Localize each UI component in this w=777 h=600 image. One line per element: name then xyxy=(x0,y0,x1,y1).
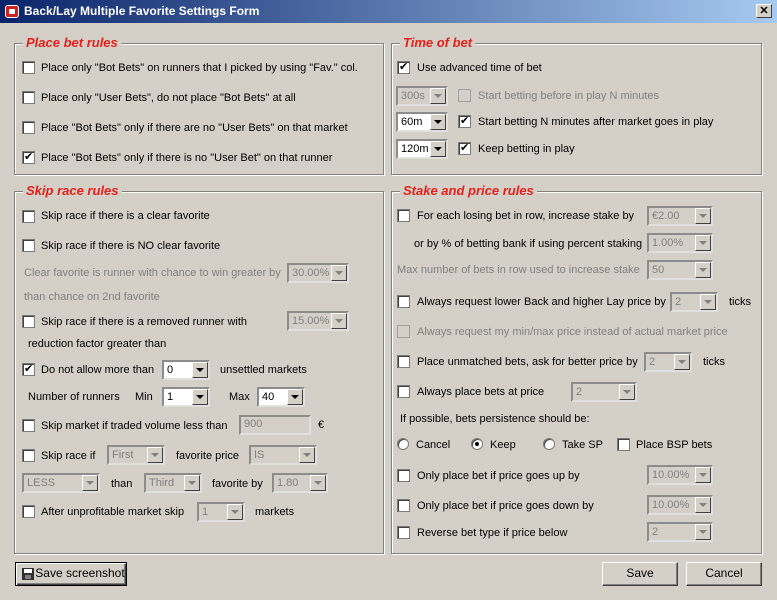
currency-symbol: € xyxy=(318,419,325,431)
use-advanced-time-checkbox[interactable] xyxy=(397,61,410,74)
persistence-take-sp-label: Take SP xyxy=(562,439,603,451)
clear-favorite-description-2: than chance on 2nd favorite xyxy=(24,291,160,303)
chevron-down-icon xyxy=(331,313,347,329)
reverse-bet-select[interactable] xyxy=(647,522,713,542)
runners-max-label: Max xyxy=(229,391,250,403)
start-before-label: Start betting before in play N minutes xyxy=(478,90,659,102)
percent-staking-label: or by % of betting bank if using percent staking xyxy=(414,238,643,250)
unprofitable-skip-value: 1 xyxy=(202,506,209,518)
than-label: than xyxy=(111,478,133,490)
less-value: LESS xyxy=(27,477,56,489)
traded-volume-checkbox[interactable] xyxy=(22,419,35,432)
unsettled-markets-value: 0 xyxy=(167,364,174,376)
chevron-down-icon xyxy=(227,504,243,520)
unmatched-bets-select[interactable] xyxy=(644,352,692,372)
bot-bets-fav-label: Place only "Bot Bets" on runners that I picked by using "Fav." col. xyxy=(41,62,358,74)
lower-back-label: Always request lower Back and higher Lay price by xyxy=(417,296,666,308)
chevron-down-icon xyxy=(430,88,446,104)
runners-min-value: 1 xyxy=(167,391,174,403)
window-title: Back/Lay Multiple Favorite Settings Form xyxy=(24,4,260,18)
keep-betting-label: Keep betting in play xyxy=(478,143,575,155)
runners-min-select[interactable] xyxy=(162,387,210,407)
stake-price-rules-title: Stake and price rules xyxy=(400,183,537,199)
price-goes-down-select[interactable] xyxy=(647,495,713,515)
skip-race-if-checkbox[interactable] xyxy=(22,449,35,462)
bot-bets-no-user-runner-checkbox[interactable] xyxy=(22,151,35,164)
lower-back-value: 2 xyxy=(675,296,682,308)
chevron-down-icon xyxy=(695,524,711,540)
start-before-select[interactable] xyxy=(396,86,448,106)
unprofitable-skip-label: After unprofitable market skip xyxy=(41,506,185,518)
price-goes-up-checkbox[interactable] xyxy=(397,469,410,482)
unprofitable-skip-suffix: markets xyxy=(255,506,295,518)
place-bsp-checkbox[interactable] xyxy=(617,438,630,451)
save-screenshot-label: Save screenshot xyxy=(35,566,125,580)
unmatched-bets-label: Place unmatched bets, ask for better price by xyxy=(417,356,638,368)
keep-betting-checkbox[interactable] xyxy=(458,142,471,155)
skip-race-rules-title: Skip race rules xyxy=(23,183,122,199)
third-favorite-value: Third xyxy=(149,477,175,489)
reverse-bet-label: Reverse bet type if price below xyxy=(417,527,568,539)
at-price-label: Always place bets at price xyxy=(417,386,545,398)
unprofitable-skip-checkbox[interactable] xyxy=(22,505,35,518)
start-after-label: Start betting N minutes after market goes in play xyxy=(478,116,714,128)
reduction-factor-value: 15.00% xyxy=(292,315,330,327)
chevron-down-icon xyxy=(700,294,716,310)
persistence-keep-label: Keep xyxy=(490,439,516,451)
lower-back-select[interactable] xyxy=(670,292,718,312)
start-after-select[interactable] xyxy=(396,112,448,132)
keep-betting-value: 120m xyxy=(401,143,429,155)
unsettled-markets-suffix: unsettled markets xyxy=(220,364,307,376)
chevron-down-icon xyxy=(695,235,711,251)
skip-race-if-label: Skip race if xyxy=(41,450,96,462)
chevron-down-icon xyxy=(184,475,200,491)
max-bets-label: Max number of bets in row used to increase stake xyxy=(397,264,640,276)
price-goes-up-select[interactable] xyxy=(647,465,713,485)
favorite-by-select[interactable] xyxy=(272,473,328,493)
chevron-down-icon xyxy=(310,475,326,491)
skip-clear-favorite-label: Skip race if there is a clear favorite xyxy=(41,210,210,222)
chevron-down-icon xyxy=(430,141,446,157)
losing-bet-label: For each losing bet in row, increase stake by xyxy=(417,210,635,222)
clear-favorite-value: 30.00% xyxy=(292,267,330,279)
persistence-cancel-radio[interactable] xyxy=(397,438,409,450)
losing-bet-checkbox[interactable] xyxy=(397,209,410,222)
user-bets-only-checkbox[interactable] xyxy=(22,91,35,104)
chevron-down-icon xyxy=(299,447,315,463)
unmatched-bets-checkbox[interactable] xyxy=(397,355,410,368)
runners-min-label: Min xyxy=(135,391,153,403)
traded-volume-label: Skip market if traded volume less than xyxy=(41,420,228,432)
unsettled-markets-checkbox[interactable] xyxy=(22,363,35,376)
persistence-label: If possible, bets persistence should be: xyxy=(400,413,590,425)
bot-bets-no-user-runner-label: Place "Bot Bets" only if there is no "User Bet" on that runner xyxy=(41,152,333,164)
keep-betting-select[interactable] xyxy=(396,139,448,159)
unmatched-bets-suffix: ticks xyxy=(703,356,725,368)
app-icon xyxy=(5,5,19,18)
start-before-checkbox[interactable] xyxy=(458,89,471,102)
title-bar xyxy=(0,0,777,23)
reverse-bet-value: 2 xyxy=(652,526,659,538)
place-bet-rules-title: Place bet rules xyxy=(23,35,121,51)
max-bets-select[interactable] xyxy=(647,260,713,280)
number-of-runners-label: Number of runners xyxy=(28,391,120,403)
persistence-take-sp-radio[interactable] xyxy=(543,438,555,450)
skip-clear-favorite-checkbox[interactable] xyxy=(22,210,35,223)
start-after-checkbox[interactable] xyxy=(458,115,471,128)
favorite-by-label: favorite by xyxy=(212,478,263,490)
chevron-down-icon xyxy=(695,208,711,224)
at-price-checkbox[interactable] xyxy=(397,385,410,398)
favorite-by-value: 1.80 xyxy=(277,477,299,489)
time-of-bet-title: Time of bet xyxy=(400,35,475,51)
at-price-select[interactable] xyxy=(571,382,637,402)
chevron-down-icon xyxy=(674,354,690,370)
is-value: IS xyxy=(254,449,265,461)
favorite-price-label: favorite price xyxy=(176,450,239,462)
chevron-down-icon xyxy=(82,475,98,491)
runners-max-value: 40 xyxy=(262,391,275,403)
close-button[interactable]: ✕ xyxy=(756,4,772,18)
reduction-factor-select[interactable] xyxy=(287,311,349,331)
traded-volume-input[interactable] xyxy=(239,415,311,435)
save-button[interactable]: Save xyxy=(602,562,678,586)
skip-no-clear-favorite-checkbox[interactable] xyxy=(22,239,35,252)
max-bets-value: 50 xyxy=(652,264,665,276)
traded-volume-value: 900 xyxy=(244,418,263,430)
price-goes-up-value: 10.00% xyxy=(652,469,690,481)
price-goes-down-label: Only place bet if price goes down by xyxy=(417,500,594,512)
at-price-value: 2 xyxy=(576,386,583,398)
losing-bet-select[interactable] xyxy=(647,206,713,226)
bot-bets-no-user-market-checkbox[interactable] xyxy=(22,121,35,134)
unsettled-markets-label: Do not allow more than xyxy=(41,364,155,376)
removed-runner-checkbox[interactable] xyxy=(22,315,35,328)
floppy-disk-icon xyxy=(22,568,34,580)
skip-no-clear-favorite-label: Skip race if there is NO clear favorite xyxy=(41,240,221,252)
start-before-value: 300s xyxy=(401,90,425,102)
chevron-down-icon xyxy=(695,497,711,513)
first-favorite-select[interactable] xyxy=(107,445,165,465)
first-favorite-value: First xyxy=(112,449,134,461)
chevron-down-icon xyxy=(147,447,163,463)
clear-favorite-description-1: Clear favorite is runner with chance to win greater by xyxy=(24,267,281,279)
losing-bet-value: €2.00 xyxy=(652,210,680,222)
percent-staking-value: 1.00% xyxy=(652,237,684,249)
lower-back-checkbox[interactable] xyxy=(397,295,410,308)
chevron-down-icon xyxy=(695,467,711,483)
chevron-down-icon xyxy=(192,389,208,405)
price-goes-down-value: 10.00% xyxy=(652,499,690,511)
chevron-down-icon xyxy=(287,389,303,405)
chevron-down-icon xyxy=(695,262,711,278)
is-select[interactable] xyxy=(249,445,317,465)
less-select[interactable] xyxy=(22,473,100,493)
place-bsp-label: Place BSP bets xyxy=(636,439,713,451)
chevron-down-icon xyxy=(430,114,446,130)
min-max-price-label: Always request my min/max price instead of actual market price xyxy=(417,326,728,338)
unprofitable-skip-select[interactable] xyxy=(197,502,245,522)
price-goes-down-checkbox[interactable] xyxy=(397,499,410,512)
persistence-keep-radio[interactable] xyxy=(471,438,483,450)
unsettled-markets-select[interactable] xyxy=(162,360,210,380)
use-advanced-time-label: Use advanced time of bet xyxy=(417,62,542,74)
cancel-button[interactable]: Cancel xyxy=(686,562,762,586)
percent-staking-select[interactable] xyxy=(647,233,713,253)
reduction-factor-label: reduction factor greater than xyxy=(28,338,167,350)
runners-max-select[interactable] xyxy=(257,387,305,407)
user-bets-only-label: Place only "User Bets", do not place "Bot Bets" at all xyxy=(41,92,296,104)
bot-bets-no-user-market-label: Place "Bot Bets" only if there are no "User Bets" on that market xyxy=(41,122,348,134)
start-after-value: 60m xyxy=(401,116,423,128)
persistence-cancel-label: Cancel xyxy=(416,439,451,451)
save-screenshot-button[interactable] xyxy=(15,562,127,586)
bot-bets-fav-checkbox[interactable] xyxy=(22,61,35,74)
chevron-down-icon xyxy=(192,362,208,378)
reverse-bet-checkbox[interactable] xyxy=(397,526,410,539)
min-max-price-checkbox[interactable] xyxy=(397,325,410,338)
clear-favorite-select[interactable] xyxy=(287,263,349,283)
chevron-down-icon xyxy=(331,265,347,281)
removed-runner-label: Skip race if there is a removed runner with xyxy=(41,316,248,328)
price-goes-up-label: Only place bet if price goes up by xyxy=(417,470,580,482)
third-favorite-select[interactable] xyxy=(144,473,202,493)
chevron-down-icon xyxy=(619,384,635,400)
lower-back-suffix: ticks xyxy=(729,296,751,308)
unmatched-bets-value: 2 xyxy=(649,356,656,368)
